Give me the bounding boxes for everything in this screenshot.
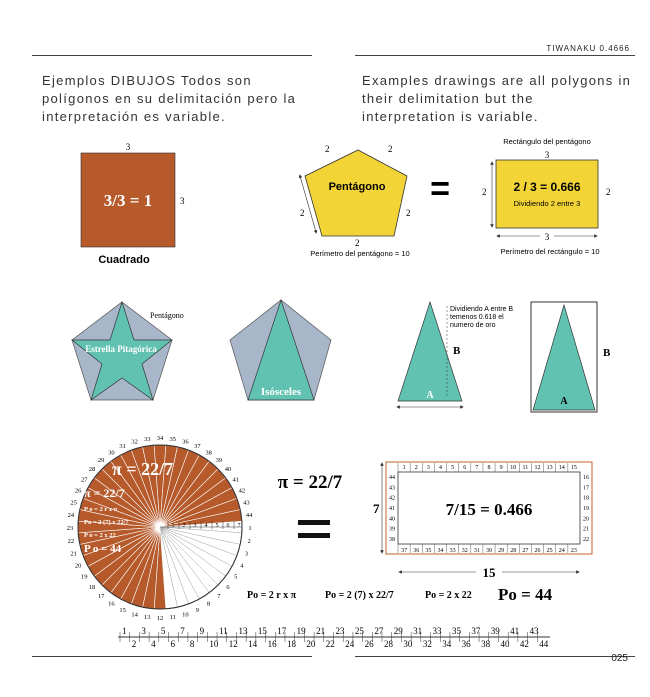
radius-number: 3	[193, 523, 197, 529]
big-rectangle-figure	[373, 462, 592, 580]
ruler-odd-number: 37	[471, 626, 481, 636]
circle-formula-pi_mid: π = 22/7	[84, 486, 125, 500]
rect-right-number: 17	[583, 485, 589, 492]
rect-bottom-number: 25	[546, 548, 553, 554]
big-rectangle-height: 7	[373, 501, 380, 516]
circle-number: 38	[205, 449, 212, 457]
rect-left-number: 38	[389, 536, 395, 543]
radius-number: 5	[215, 523, 219, 529]
circle-number: 35	[169, 435, 177, 443]
rect-bottom-number: 34	[437, 548, 444, 554]
ruler-odd-number: 15	[257, 626, 267, 636]
rect-left-number: 44	[389, 475, 395, 482]
ruler-even-number: 18	[286, 639, 296, 649]
rect-top-number: 13	[546, 465, 553, 471]
rect-left-number: 40	[389, 516, 395, 523]
ruler-odd-number: 5	[160, 626, 166, 636]
circle-number: 18	[88, 583, 96, 591]
ruler-even-number: 8	[189, 639, 195, 649]
circle-number: 26	[74, 487, 82, 495]
pentagon-perimeter: Perímetro del pentágono = 10	[310, 249, 410, 258]
rect-left-number: 43	[389, 485, 395, 492]
rect-top-number: 4	[438, 465, 442, 471]
ruler-even-number: 6	[170, 639, 176, 649]
ruler-even-number: 16	[267, 639, 277, 649]
rect-right-number: 22	[583, 536, 589, 543]
circle-number: 17	[97, 593, 105, 601]
ruler-even-number: 30	[403, 639, 413, 649]
rectangle-top-label: 3	[544, 150, 550, 160]
formula-4: Po = 44	[498, 585, 553, 604]
ruler-odd-number: 27	[374, 626, 384, 636]
ruler-odd-number: 3	[141, 626, 146, 636]
circle-number: 16	[108, 600, 115, 608]
running-header: TIWANAKU 0.4666	[546, 44, 630, 53]
big-rectangle-formula: 7/15 = 0.466	[445, 500, 533, 519]
rect-bottom-number: 24	[558, 548, 565, 554]
radius-number: 1	[171, 523, 175, 529]
number-ruler	[118, 626, 550, 649]
ruler-odd-number: 41	[510, 626, 520, 636]
rect-bottom-number: 31	[473, 548, 480, 554]
ruler-even-number: 40	[500, 639, 510, 649]
ruler-odd-number: 29	[393, 626, 403, 636]
circle-number: 3	[244, 550, 248, 558]
triangle-b-label: B	[453, 345, 461, 357]
ruler-even-number: 10	[209, 639, 219, 649]
ruler-even-number: 44	[539, 639, 549, 649]
rectangle-figure	[482, 137, 611, 256]
pentagon-figure	[300, 144, 411, 258]
triangle-a-label: A	[426, 390, 434, 401]
rect-bottom-number: 23	[570, 548, 577, 554]
circle-number: 27	[81, 476, 88, 484]
ruler-odd-number: 23	[335, 626, 345, 636]
rect-bottom-number: 27	[522, 548, 529, 554]
triangle2-b-label: B	[603, 347, 611, 359]
rect-top-number: 7	[475, 465, 479, 471]
circle-number: 25	[70, 499, 77, 507]
pi-circle-figure	[67, 435, 253, 622]
radius-number: 4	[204, 523, 208, 529]
circle-number: 5	[234, 573, 238, 581]
rect-top-number: 15	[570, 465, 577, 471]
ruler-even-number: 14	[248, 639, 258, 649]
pentagon-side-r: 2	[406, 208, 411, 218]
ruler-odd-number: 25	[354, 626, 364, 636]
square-right-label: 3	[180, 196, 185, 206]
big-equals-top	[298, 520, 330, 525]
ruler-odd-number: 13	[238, 626, 248, 636]
rect-right-number: 16	[583, 475, 589, 482]
ruler-odd-number: 33	[432, 626, 442, 636]
rect-bottom-number: 35	[425, 548, 432, 554]
circle-number: 7	[217, 593, 221, 601]
rect-top-number: 6	[463, 465, 467, 471]
isosceles-name: Isósceles	[260, 386, 302, 398]
rect-top-number: 1	[402, 465, 406, 471]
ruler-odd-number: 43	[529, 626, 539, 636]
ruler-even-number: 34	[442, 639, 452, 649]
ruler-even-number: 24	[345, 639, 355, 649]
bottom-rule-left	[32, 656, 312, 657]
pentagram-figure	[72, 302, 184, 400]
circle-number: 13	[143, 614, 151, 622]
rect-top-number: 3	[426, 465, 430, 471]
ruler-odd-number: 19	[296, 626, 306, 636]
circle-number: 31	[119, 443, 126, 451]
rect-bottom-number: 36	[413, 548, 420, 554]
rectangle-perimeter: Perímetro del rectángulo = 10	[500, 247, 600, 256]
circle-number: 41	[232, 476, 239, 484]
equals-sign: =	[430, 170, 450, 208]
ruler-even-number: 28	[384, 639, 394, 649]
circle-formula-po3: P o = 2 x 22	[84, 532, 116, 539]
ruler-odd-number: 21	[316, 626, 326, 636]
rect-top-number: 5	[451, 465, 455, 471]
circle-number: 12	[156, 615, 164, 622]
bottom-rule-right	[355, 656, 635, 657]
rect-bottom-number: 33	[449, 548, 456, 554]
circle-number: 20	[74, 562, 82, 570]
rect-top-number: 9	[499, 465, 503, 471]
rect-bottom-number: 26	[534, 548, 541, 554]
square-formula: 3/3 = 1	[103, 191, 153, 210]
circle-number: 40	[224, 466, 232, 474]
circle-number: 28	[88, 466, 96, 474]
circle-number: 44	[245, 512, 253, 520]
circle-number: 36	[182, 438, 189, 446]
circle-formula-pi_big: π = 22/7	[112, 459, 174, 479]
radius-number: 2	[182, 523, 186, 529]
rect-bottom-number: 29	[498, 548, 505, 554]
ruler-even-number: 36	[461, 639, 471, 649]
rectangle-caption: Dividiendo 2 entre 3	[513, 199, 581, 208]
rect-left-number: 41	[389, 506, 395, 512]
radius-number: 7	[237, 523, 241, 529]
triangle-note-1: Dividiendo A entre B	[450, 306, 514, 313]
radius-number: 6	[226, 523, 230, 529]
ruler-odd-number: 31	[413, 626, 423, 636]
golden-triangle-figure	[398, 302, 513, 407]
circle-number: 8	[207, 600, 211, 608]
pentagon-name: Pentágono	[328, 181, 386, 193]
pentagon-side-tl: 2	[325, 144, 330, 154]
circle-number: 32	[131, 438, 138, 446]
rect-top-number: 11	[522, 465, 529, 471]
rectangle-formula: 2 / 3 = 0.666	[513, 180, 581, 194]
triangle-in-rectangle-figure	[531, 302, 611, 412]
pi-center-formula: π = 22/7	[277, 472, 343, 493]
circle-number: 37	[194, 443, 201, 451]
circle-number: 6	[226, 583, 230, 591]
circle-number: 9	[195, 606, 200, 614]
triangle-note-3: numero de oro	[450, 322, 496, 329]
rect-left-number: 39	[389, 526, 395, 533]
pentagon-side-tr: 2	[388, 144, 393, 154]
rect-right-number: 19	[583, 506, 589, 512]
circle-number: 1	[248, 525, 252, 532]
ruler-even-number: 26	[364, 639, 374, 649]
circle-number: 15	[119, 606, 126, 614]
circle-number: 43	[243, 499, 250, 507]
circle-number: 42	[238, 487, 246, 495]
rect-top-number: 10	[510, 465, 517, 471]
circle-number: 29	[97, 456, 105, 464]
intro-spanish: Ejemplos DIBUJOS Todos son polígonos en su delimitación pero la interpretación es variable.	[42, 73, 297, 124]
circle-formula-po2: Po = 2 (7) x 22/7	[84, 519, 129, 526]
ruler-odd-number: 17	[277, 626, 287, 636]
ruler-odd-number: 7	[180, 626, 185, 636]
rect-bottom-number: 32	[461, 548, 468, 554]
circle-number: 14	[131, 611, 138, 619]
pentagon-side-b: 2	[355, 238, 360, 248]
isosceles-figure	[230, 300, 331, 400]
circle-number: 11	[169, 614, 176, 622]
intro-english: Examples drawings are all polygons in their delimitation but the interpretation is variable.	[362, 73, 632, 124]
circle-number: 19	[81, 573, 88, 581]
ruler-odd-number: 39	[490, 626, 500, 636]
star-pentagon-label: Pentágono	[150, 311, 184, 320]
circle-number: 10	[182, 611, 189, 619]
rectangle-bottom-label: 3	[544, 232, 550, 242]
square-top-label: 3	[125, 142, 131, 152]
circle-formula-po4: P o = 44	[84, 543, 122, 555]
circle-number: 24	[67, 512, 75, 520]
rectangle-title: Rectángulo del pentágono	[503, 137, 591, 146]
triangle2-a-label: A	[560, 396, 568, 407]
square-figure	[81, 142, 185, 266]
rect-top-number: 8	[487, 465, 491, 471]
rect-right-number: 21	[583, 526, 589, 533]
ruler-odd-number: 35	[451, 626, 461, 636]
circle-number: 30	[108, 449, 115, 457]
rect-right-number: 18	[583, 495, 589, 502]
ruler-even-number: 20	[306, 639, 316, 649]
ruler-even-number: 4	[151, 639, 156, 649]
circle-number: 2	[247, 537, 251, 545]
rect-left-number: 42	[389, 495, 395, 502]
ruler-even-number: 22	[325, 639, 335, 649]
rect-top-number: 2	[414, 465, 418, 471]
star-name: Estrella Pitagórica	[85, 344, 157, 354]
circle-number: 22	[67, 537, 75, 545]
circle-number: 39	[215, 456, 223, 464]
rect-right-number: 20	[583, 516, 589, 523]
rect-bottom-number: 30	[486, 548, 492, 554]
ruler-even-number: 32	[422, 639, 432, 649]
rect-bottom-number: 37	[401, 548, 408, 554]
page-number: 025	[611, 653, 628, 664]
circle-number: 34	[156, 435, 164, 442]
pentagon-side-l: 2	[300, 208, 305, 218]
formula-3: Po = 2 x 22	[425, 590, 472, 601]
ruler-even-number: 12	[228, 639, 238, 649]
rect-top-number: 14	[558, 465, 565, 471]
triangle-note-2: temenos 0.618 el	[450, 314, 504, 321]
ruler-odd-number: 11	[219, 626, 228, 636]
circle-number: 4	[240, 562, 244, 570]
circle-number: 21	[70, 550, 77, 558]
ruler-even-number: 2	[131, 639, 137, 649]
square-name: Cuadrado	[98, 254, 150, 266]
circle-number: 33	[143, 435, 151, 443]
big-rectangle-width: 15	[482, 565, 496, 580]
ruler-even-number: 38	[481, 639, 491, 649]
rect-bottom-number: 28	[510, 548, 517, 554]
rectangle-left-label: 2	[482, 187, 487, 197]
ruler-odd-number: 9	[199, 626, 205, 636]
formula-2: Po = 2 (7) x 22/7	[325, 590, 394, 601]
ruler-even-number: 42	[519, 639, 529, 649]
circle-number: 23	[66, 525, 74, 532]
ruler-odd-number: 1	[122, 626, 127, 636]
formula-1: Po = 2 r x π	[247, 590, 297, 601]
big-equals-bottom	[298, 533, 330, 538]
rect-top-number: 12	[534, 465, 541, 471]
circle-formula-po1: P o = 2 r x π	[84, 506, 118, 513]
rectangle-right-label: 2	[606, 187, 611, 197]
